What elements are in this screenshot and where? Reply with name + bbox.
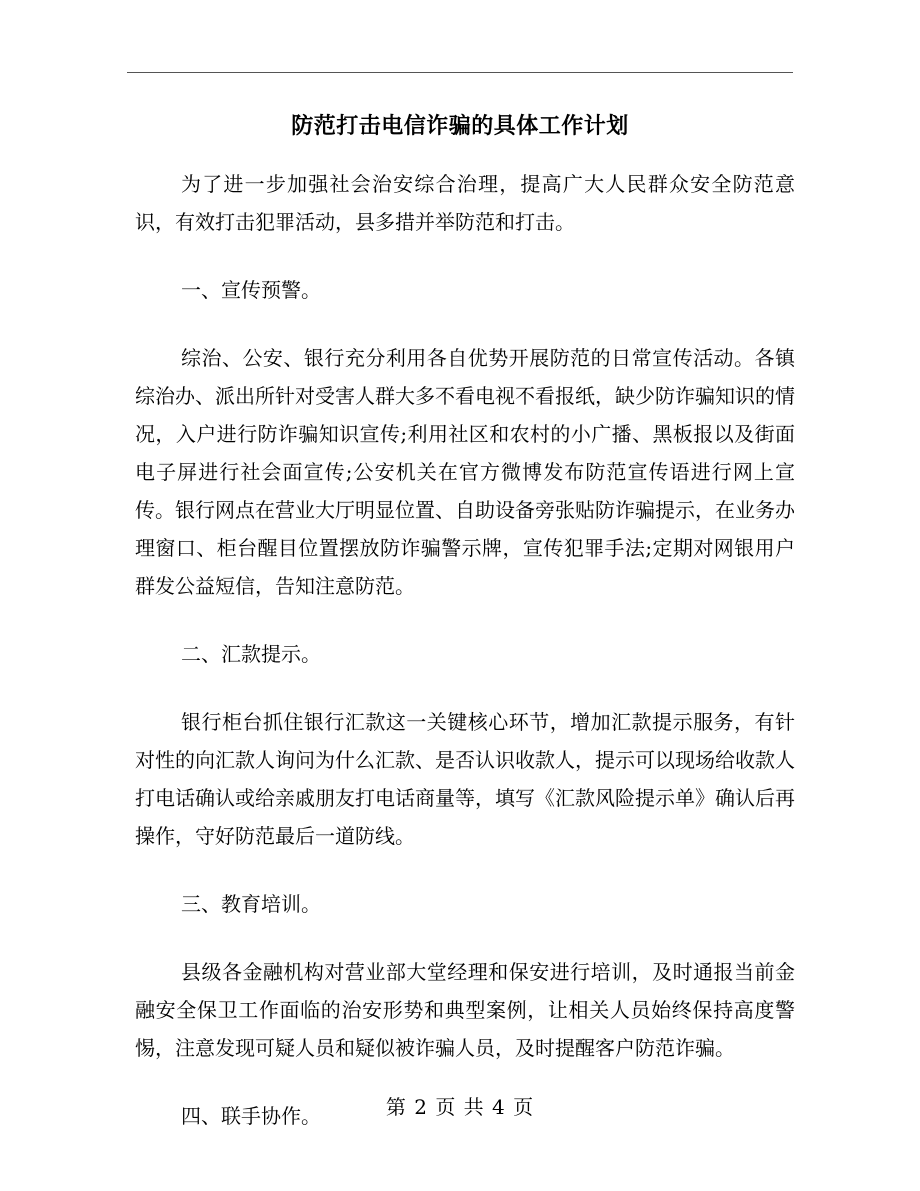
header-rule [127,72,793,73]
document-body [135,165,795,1165]
page-number-footer: 第 2 页 共 4 页 [385,1095,535,1119]
document-title: 防范打击电信诈骗的具体工作计划 [291,113,629,139]
section-body-3: 县级各金融机构对营业部大堂经理和保安进行培训，及时通报当前金融安全保卫工作面临的治安形势和典型案例，让相关人员始终保持高度警惕，注意发现可疑人员和疑似被诈骗人员，及时提醒客户防范诈骗。 [135,960,795,1060]
section-heading-1: 一、宣传预警。 [181,278,321,302]
section-heading-2: 二、汇款提示。 [181,642,321,666]
section-body-2: 银行柜台抓住银行汇款这一关键核心环节，增加汇款提示服务，有针对性的向汇款人询问为什么汇款、是否认识收款人，提示可以现场给收款人打电话确认或给亲戚朋友打电话商量等，填写《汇款风险提示单》确认后再操作，守好防范最后一道防线。 [135,710,795,848]
intro-paragraph: 为了进一步加强社会治安综合治理，提高广大人民群众安全防范意识，有效打击犯罪活动，县多措并举防范和打击。 [135,172,795,234]
section-body-1: 综治、公安、银行充分利用各自优势开展防范的日常宣传活动。各镇综治办、派出所针对受害人群大多不看电视不看报纸，缺少防诈骗知识的情况，入户进行防诈骗知识宣传;利用社区和农村的小广播、黑板报以及街面电子屏进行社会面宣传;公安机关在官方微博发布防范宣传语进行网上宣传。银行网点在营业大厅明显位置、自助设备旁张贴防诈骗提示，在业务办理窗口、柜台醒目位置摆放防诈骗警示牌，宣传犯罪手法;定期对网银用户群发公益短信，告知注意防范。 [135,346,795,598]
section-heading-4: 四、联手协作。 [181,1104,321,1128]
section-heading-3: 三、教育培训。 [181,892,321,916]
